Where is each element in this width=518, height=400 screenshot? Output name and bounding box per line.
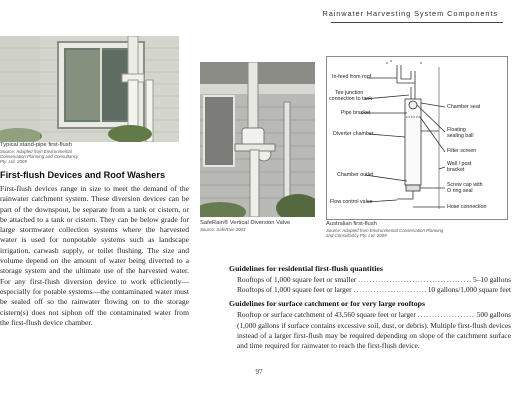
photo-middle-caption: SafeRain® Vertical Diversion Valve	[200, 220, 291, 226]
label-tee-connection: connection to tank	[329, 96, 372, 102]
surface-guidelines-heading: Guidelines for surface catchment or for very large rooftops	[229, 299, 426, 309]
source-line: Source: Adapted from Environmental	[0, 149, 72, 154]
label-wall-post: Wall / post	[447, 161, 472, 167]
page-number: 97	[255, 368, 263, 376]
standpipe-photo	[0, 36, 179, 142]
section-heading: First-flush Devices and Roof Washers	[0, 170, 166, 180]
label-diverter-chamber: Diverter chamber	[333, 131, 374, 137]
body-paragraph: First-flush devices range in size to meet the demand of the rainwater catchment system. These diversion devices can be part of the downspout, be separate from a tank or cistern, or be attached to a tank or cistern. They can be below grade for large stormwater collection systems where the harvested water is used for nonpotable systems such as landscape irrigation, carwash supply, or toilet flushing. The size and volume depend on the amount of water being diverted to a storage system and the ultimate use of the harvested water. For any first-flush diversion device to work efficiently—especially for potable systems—the contaminated water must be sealed off so the rainwater flowing on to the storage cistern(s) does not siphon off the contaminated water from the first-flush device chamber.	[0, 184, 189, 327]
photo-left-source	[0, 149, 78, 165]
leader-dots	[354, 285, 426, 295]
label-in-feed: In-feed from roof	[332, 74, 372, 80]
surface-guideline-note: (1,000 gallons if surface contains excessive soil, dust, or debris). Multiple first-flush devices instead of a larger first-flush may be required depending on slope of the catchment surface and time required for rainwater to reach the first-flush device.	[237, 320, 511, 351]
guideline-label: Rooftop or surface catchment of 43,560 square feet or larger	[237, 310, 416, 320]
source-line: Pty. Ltd. 2009	[0, 159, 27, 165]
guidelines	[229, 264, 511, 351]
label-bracket: bracket	[447, 167, 465, 173]
label-tee-junction: Tee junction	[335, 90, 364, 96]
source-line: and Consultancy Pty. Ltd. 2009	[326, 233, 387, 239]
label-chamber-seat: Chamber seat	[447, 104, 481, 110]
label-filter-screen: Filter screen	[447, 148, 477, 154]
label-flow-control: Flow control valve	[330, 199, 373, 205]
label-hose-connection: Hose connection	[447, 204, 487, 210]
source-line: Source: Adapted from Environmental Conservation Planning	[326, 228, 444, 233]
label-screw-cap: Screw cap with	[447, 182, 483, 188]
guideline-label: Rooftops of 1,000 square feet or larger	[237, 285, 352, 295]
guideline-label: Rooftops of 1,000 square feet or smaller	[237, 275, 357, 284]
photo-middle-source: Source: SafeRain 2003	[200, 227, 246, 232]
guideline-value: 10 gallons/1,000 square feet	[427, 285, 511, 295]
residential-guidelines-heading: Guidelines for residential first-flush quantities	[229, 264, 383, 273]
diagram-source	[326, 228, 443, 238]
guideline-value: 5–10 gallons	[473, 275, 511, 284]
guideline-row	[229, 275, 511, 285]
section-body	[0, 184, 189, 328]
diagram-caption: Australian first-flush	[326, 221, 377, 227]
leader-dots	[418, 310, 475, 320]
first-flush-diagram	[326, 56, 508, 220]
guideline-row	[229, 310, 511, 320]
photo-left-caption: Typical stand-pipe first-flush	[0, 142, 72, 148]
guideline-row	[229, 285, 511, 295]
label-floating: Floating	[447, 127, 466, 133]
guideline-value: 500 gallons	[476, 310, 511, 320]
label-o-ring: O ring seal	[447, 188, 473, 194]
label-sealing-ball: sealing ball	[447, 133, 474, 139]
leader-dots	[358, 275, 471, 285]
source-line: Conservation Planning and Consultancy	[0, 154, 79, 160]
label-chamber-outlet: Chamber outlet	[337, 172, 374, 178]
running-head: Rainwater Harvesting System Components	[322, 9, 498, 18]
diversion-valve-photo	[200, 62, 315, 217]
header-rule	[331, 22, 503, 23]
label-pipe-bracket: Pipe bracket	[341, 110, 371, 116]
